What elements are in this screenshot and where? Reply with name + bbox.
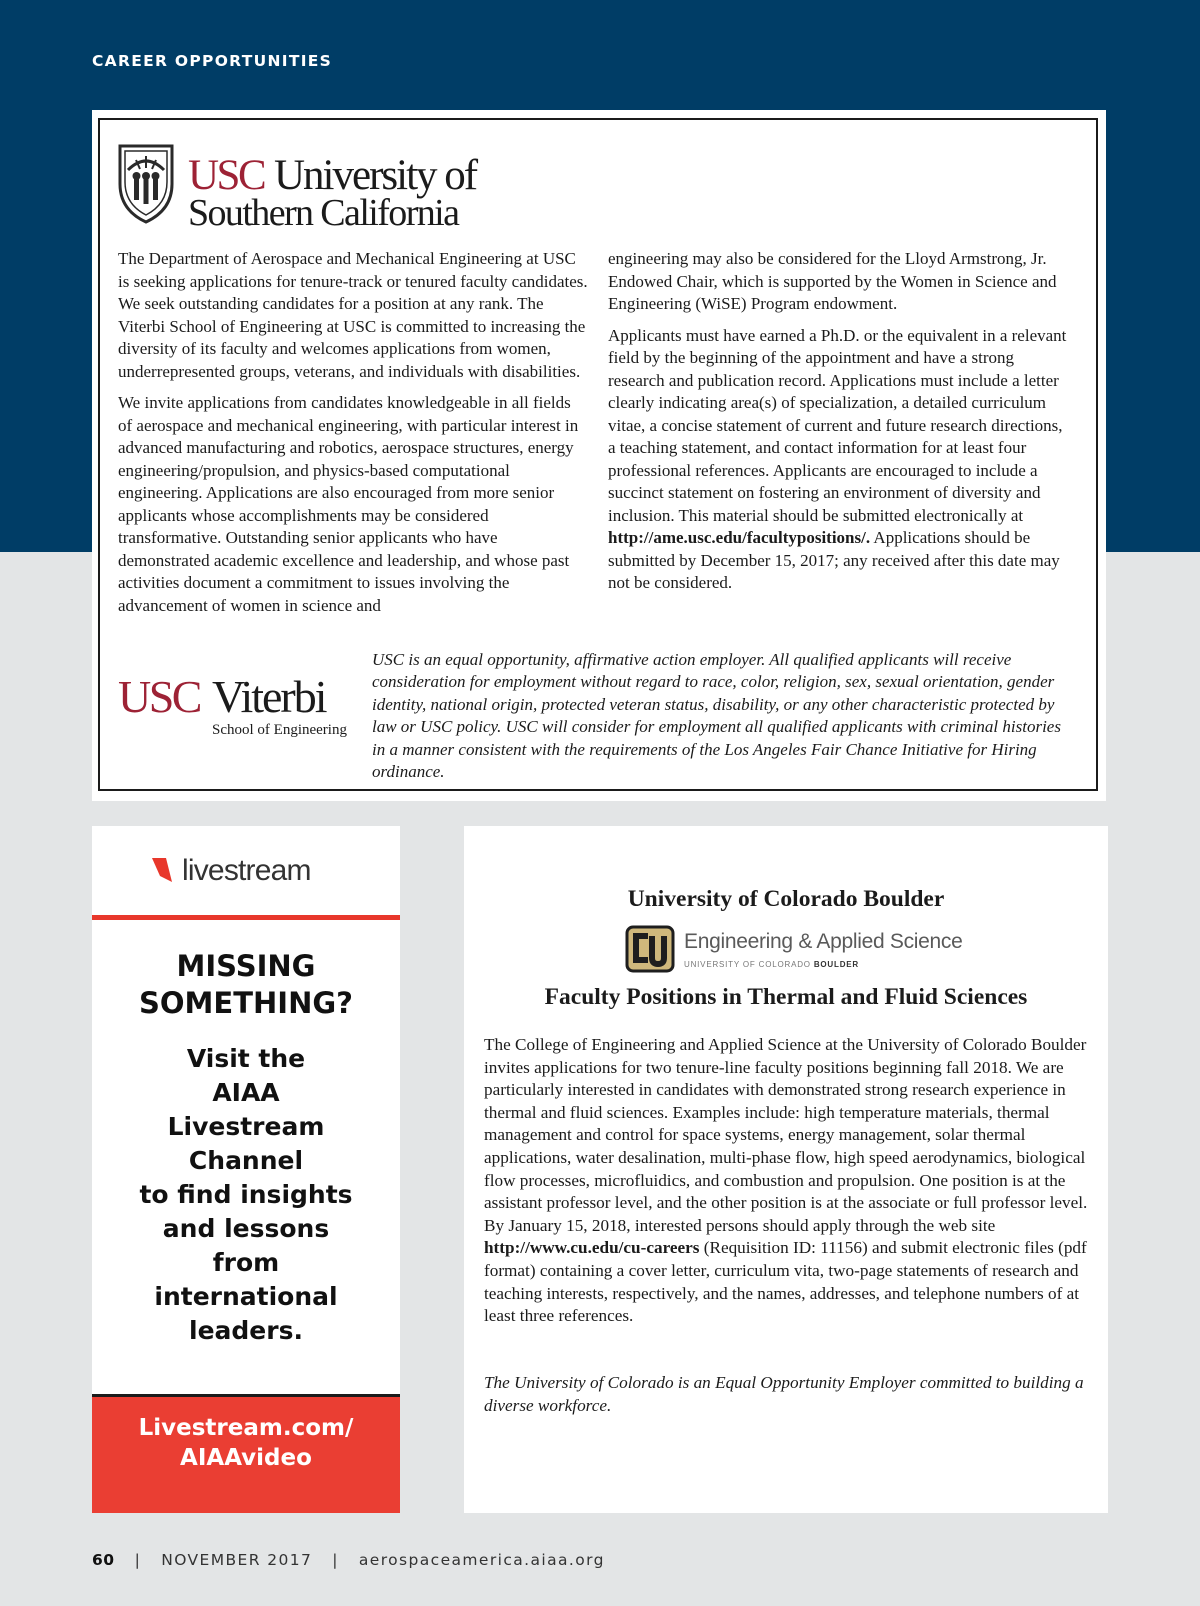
usc-faculty-positions-link[interactable]: http://ame.usc.edu/facultypositions/.: [608, 528, 871, 547]
livestream-body: [92, 1042, 400, 1348]
body-line: Livestream: [167, 1112, 325, 1141]
cu-body-text-after: (Requisition ID: 11156) and submit electronic files (pdf format) containing a cover letter, curriculum vita, two-page statements of research and teaching interests, respectively, and the names, addresses, and telephone numbers of at least three references.: [484, 1238, 1087, 1326]
headline-line: SOMETHING?: [139, 986, 353, 1020]
viterbi-logo-name: Viterbi: [212, 671, 326, 722]
section-label: CAREER OPPORTUNITIES: [92, 52, 333, 70]
body-line: to find insights: [139, 1180, 353, 1209]
cta-line: Livestream.com/: [138, 1415, 354, 1441]
usc-paragraph-application: [608, 325, 1068, 595]
livestream-logo: [150, 850, 350, 896]
cu-boulder-ad: [464, 826, 1108, 1513]
livestream-logo-text: livestream: [182, 854, 311, 887]
cu-engineering-logo: [624, 924, 964, 978]
footer-separator: |: [134, 1551, 142, 1569]
usc-viterbi-logo: [118, 671, 348, 744]
usc-eoe-statement: USC is an equal opportunity, affirmative action employer. All qualified applicants will receive consideration for employment without regard to race, color, religion, sex, sexual orientation, gender identity, national origin, protected veteran status, disability, or any other characteristic protected by law or USC policy. USC will consider for employment all qualified applicants with criminal histories in a manner consistent with the requirements of the Los Angeles Fair Chance Initiative for Hiring ordinance.: [372, 650, 1061, 782]
usc-paragraph: The Department of Aerospace and Mechanical Engineering at USC is seeking applications for tenure-track or tenured faculty candidates. We seek outstanding candidates for a position at any rank. The Viterbi School of Engineering at USC is committed to increasing the diversity of its faculty and welcomes applications from women, underrepresented groups, veterans, and individuals with disabilities.: [118, 249, 588, 381]
cu-careers-link[interactable]: http://www.cu.edu/cu-careers: [484, 1238, 700, 1258]
body-line: and lessons: [162, 1214, 330, 1243]
usc-paragraph: We invite applications from candidates knowledgeable in all fields of aerospace and mechanical engineering, with particular interest in advanced manufacturing and robotics, aerospace structures, energy engineering/propulsion, and physics-based computational engineering. Applications are also encouraged from more senior applicants whose accomplishments may be considered transformative. Outstanding senior applicants who have demonstrated academic excellence and leadership, and whose past activities document a commitment to issues involving the advancement of women in science and: [118, 393, 579, 615]
livestream-ad[interactable]: [92, 826, 400, 1513]
cu-logo-subtitle: [684, 960, 859, 969]
usc-logo-name-line2: Southern California: [188, 192, 459, 234]
page-number: 60: [92, 1551, 115, 1569]
cu-body-paragraph: [484, 1034, 1089, 1328]
site-url[interactable]: aerospaceamerica.aiaa.org: [358, 1551, 605, 1569]
usc-paragraph: engineering may also be considered for the Lloyd Armstrong, Jr. Endowed Chair, which is supported by the Women in Science and Engineering (WiSE) Program endowment.: [608, 249, 1057, 313]
body-line: Channel: [188, 1146, 304, 1175]
usc-application-text: Applicants must have earned a Ph.D. or the equivalent in a relevant field by the beginning of the appointment and have a strong research and publication record. Applications must include a letter clearly indicating area(s) of specialization, a detailed curriculum vitae, a concise statement of current and future research directions, a teaching statement, and contact information for at least four professional references. Applicants are encouraged to include a succinct statement on fostering an environment of diversity and inclusion. This material should be submitted electronically at: [608, 325, 1067, 525]
cu-eoe-statement: The University of Colorado is an Equal Opportunity Employer committed to building a diverse workforce.: [484, 1373, 1084, 1415]
cu-position-heading: Faculty Positions in Thermal and Fluid Sciences: [544, 984, 1028, 1010]
cu-body: [484, 1034, 1089, 1328]
headline-line: MISSING: [176, 949, 316, 983]
livestream-divider: [92, 915, 400, 920]
viterbi-logo-subtitle: School of Engineering: [212, 722, 347, 738]
usc-ad-frame: [98, 118, 1098, 791]
viterbi-logo-abbr: USC: [118, 671, 200, 722]
issue-date: NOVEMBER 2017: [161, 1551, 313, 1569]
usc-seal-icon: [114, 140, 178, 226]
footer-separator: |: [332, 1551, 339, 1569]
cta-line: AIAAvideo: [180, 1445, 312, 1471]
cu-title: University of Colorado Boulder: [627, 886, 945, 912]
cu-logo-subtitle-bold: BOULDER: [813, 960, 859, 969]
body-line: Visit the: [186, 1044, 306, 1073]
usc-ad: [92, 110, 1106, 801]
page-footer: [92, 1551, 605, 1569]
livestream-cta-link[interactable]: [92, 1394, 400, 1513]
body-line: AIAA: [212, 1078, 280, 1107]
body-line: from: [212, 1248, 280, 1277]
usc-column-left: [118, 248, 588, 626]
usc-logo-abbr: USC: [188, 152, 265, 199]
livestream-headline: [92, 948, 400, 1022]
body-line: international: [154, 1282, 338, 1311]
cu-body-text: The College of Engineering and Applied Science at the University of Colorado Boulder invites applications for two tenure-line faculty positions beginning fall 2018. We are particularly interested in candidates with demonstrated strong research experience in thermal and fluid sciences. Examples include: high temperature materials, thermal management and control for space systems, energy management, solar thermal applications, water desalination, multi-phase flow, high speed aerodynamics, biological flow processes, microfluidics, and combustion and propulsion. One position is at the assistant professor level, and the other position is at the associate or full professor level. By January 15, 2018, interested persons should apply through the web site: [484, 1035, 1088, 1235]
cu-logo-department: Engineering & Applied Science: [684, 930, 963, 953]
usc-logo: [114, 140, 489, 232]
usc-deadline-text: Applications should be submitted by December 15, 2017; any received after this date may not be considered.: [608, 528, 1060, 592]
cu-logo-subtitle-light: UNIVERSITY OF COLORADO: [684, 960, 814, 969]
cu-monogram-icon: [624, 924, 676, 974]
livestream-mark-icon: [150, 856, 174, 884]
body-line: leaders.: [189, 1316, 303, 1345]
usc-column-right: [608, 248, 1068, 604]
usc-logo-name-line1: University of: [274, 152, 477, 199]
